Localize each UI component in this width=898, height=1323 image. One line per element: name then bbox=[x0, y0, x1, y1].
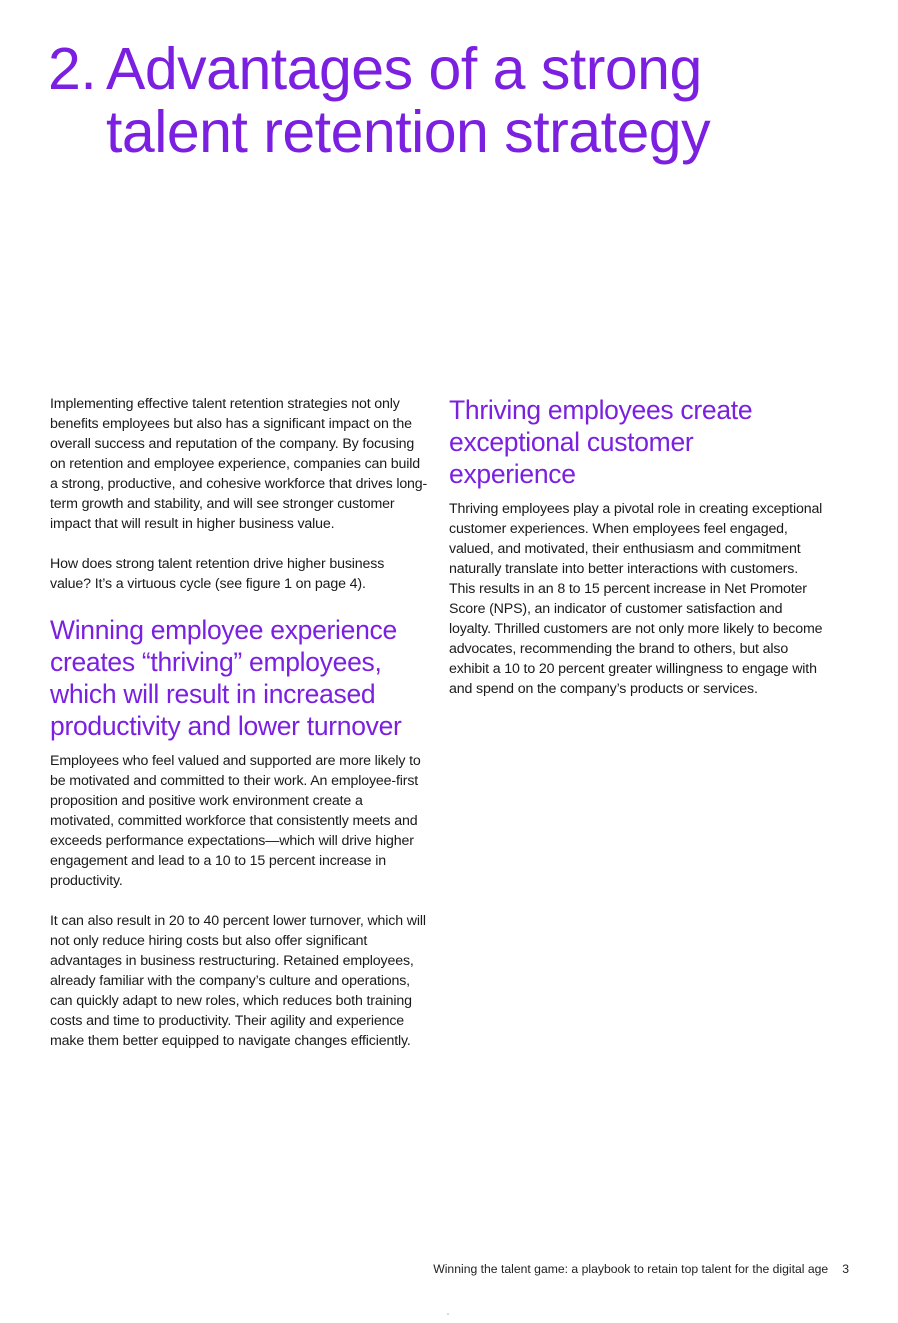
customer-experience-heading: Thriving employees create exceptional customer experience bbox=[449, 395, 753, 489]
intro-paragraph: Implementing effective talent retention strategies not only benefits employees but also has a significant impact on the overall success and reputation of the company. By focusing on retention and employee experience, companies can build a strong, productive, and cohesive workforce that drives long-term growth and stability, and will see stronger customer impact that will result in higher business value. bbox=[50, 396, 428, 532]
productivity-paragraph: Employees who feel valued and supported are more likely to be motivated and committed to their work. An employee-first proposition and positive work environment create a motivated, committed workforce that consistently meets and exceeds performance expectations—which will drive higher engagement and lead to a 10 to 15 percent increase in productivity. bbox=[50, 753, 421, 889]
page-footer bbox=[433, 1261, 849, 1277]
title-line-1: Advantages of a strong bbox=[106, 36, 702, 102]
turnover-paragraph: It can also result in 20 to 40 percent lower turnover, which will not only reduce hiring costs but also offer significant advantages in business restructuring. Retained employees, already familiar with the company’s culture and operations, can quickly adapt to new roles, which reduces both training costs and time to productivity. Their agility and experience make them better equipped to navigate changes efficiently. bbox=[50, 913, 426, 1049]
customer-experience-paragraph: Thriving employees play a pivotal role in creating exceptional customer experiences. When employees feel engaged, valued, and motivated, their enthusiasm and commitment naturally translate into better interactions with customers. This results in an 8 to 15 percent increase in Net Promoter Score (NPS), an indicator of customer satisfaction and loyalty. Thrilled customers are not only more likely to become advocates, recommending the brand to others, but also exhibit a 10 to 20 percent greater willingness to engage with and spend on the company’s products or services. bbox=[449, 501, 823, 697]
employee-experience-heading: Winning employee experience creates “thriving” employees, which will result in increased productivity and lower turnover bbox=[50, 615, 402, 741]
decorative-dot bbox=[447, 1313, 449, 1315]
page-number: 3 bbox=[842, 1262, 849, 1276]
right-column bbox=[449, 394, 827, 719]
question-paragraph: How does strong talent retention drive higher business value? It’s a virtuous cycle (see figure 1 on page 4). bbox=[50, 556, 385, 592]
footer-title: Winning the talent game: a playbook to retain top talent for the digital age bbox=[433, 1262, 829, 1276]
page-title bbox=[48, 38, 868, 164]
title-line-2: talent retention strategy bbox=[106, 99, 711, 165]
section-number: 2. bbox=[48, 36, 97, 102]
left-column bbox=[50, 394, 428, 1071]
